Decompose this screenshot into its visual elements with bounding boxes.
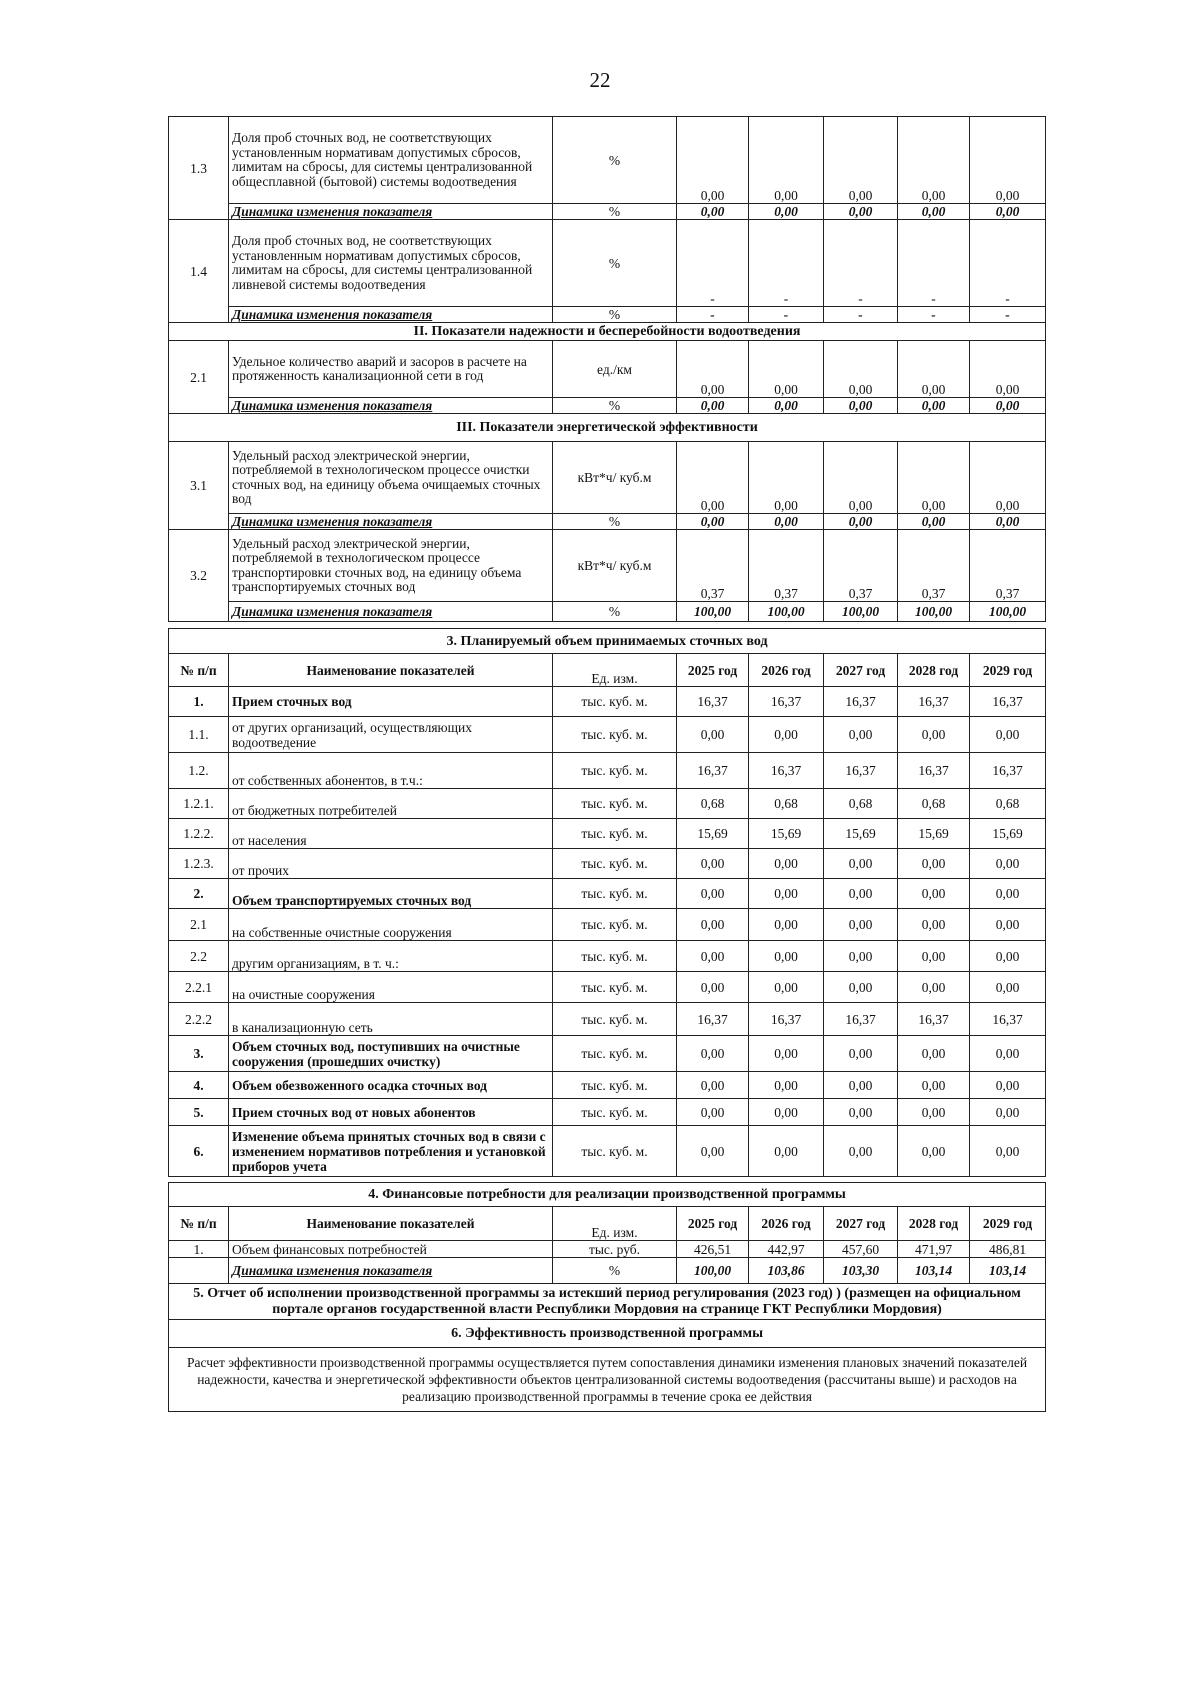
table-row (169, 654, 1046, 687)
value-cell: 16,37 (677, 753, 749, 789)
dynamics-value: 0,00 (970, 398, 1046, 414)
table-row (169, 1099, 1046, 1126)
value-cell: 0,00 (749, 1099, 824, 1126)
value-cell: 0,00 (824, 717, 898, 753)
value-cell: 0,68 (970, 789, 1046, 819)
value-cell: 0,00 (824, 849, 898, 879)
unit-cell: % (553, 602, 677, 622)
unit-cell: тыс. куб. м. (553, 1003, 677, 1036)
indicator-name: на собственные очистные сооружения (229, 909, 553, 941)
indicator-name: Изменение объема принятых сточных вод в связи с изменением нормативов потребления и установкой приборов учета (229, 1126, 553, 1177)
dynamics-value: - (677, 307, 749, 323)
value-cell: 0,00 (970, 117, 1046, 204)
row-number: 3.2 (169, 530, 229, 622)
table-row (169, 414, 1046, 442)
value-cell: 0,00 (970, 941, 1046, 972)
indicator-name: Удельный расход электрической энергии, потребляемой в технологическом процессе очистки сточных вод, на единицу объема очищаемых сточных вод (229, 442, 553, 514)
dynamics-value: 0,00 (677, 514, 749, 530)
row-number: 1.3 (169, 117, 229, 220)
dynamics-value: - (898, 307, 970, 323)
dynamics-value: 0,00 (824, 514, 898, 530)
row-number: 2. (169, 879, 229, 909)
value-cell: 0,00 (677, 1072, 749, 1099)
dynamics-value: 0,00 (677, 398, 749, 414)
dynamics-value: 100,00 (677, 602, 749, 622)
value-cell: 0,00 (898, 1072, 970, 1099)
value-cell: 16,37 (677, 1003, 749, 1036)
header-year: 2028 год (898, 654, 970, 687)
value-cell: 0,00 (824, 972, 898, 1003)
value-cell: 0,00 (824, 117, 898, 204)
unit-cell: кВт*ч/ куб.м (553, 442, 677, 514)
indicator-name: Объем транспортируемых сточных вод (229, 879, 553, 909)
table-row (169, 1072, 1046, 1099)
dynamics-value: 100,00 (824, 602, 898, 622)
unit-cell: кВт*ч/ куб.м (553, 530, 677, 602)
header-year: 2025 год (677, 654, 749, 687)
header-year: 2025 год (677, 1207, 749, 1241)
table-row (169, 753, 1046, 789)
row-number: 1. (169, 687, 229, 717)
value-cell: 0,37 (677, 530, 749, 602)
value-cell: 0,68 (824, 789, 898, 819)
value-cell: 0,37 (824, 530, 898, 602)
dynamics-label: Динамика изменения показателя (229, 602, 553, 622)
value-cell: 0,00 (677, 909, 749, 941)
value-cell: 426,51 (677, 1241, 749, 1258)
table-row (169, 117, 1046, 204)
value-cell: 16,37 (970, 1003, 1046, 1036)
header-num: № п/п (169, 1207, 229, 1241)
row-number: 2.2 (169, 941, 229, 972)
unit-cell: тыс. куб. м. (553, 909, 677, 941)
row-number: 5. (169, 1099, 229, 1126)
unit-cell: тыс. куб. м. (553, 819, 677, 849)
indicator-name: Объем финансовых потребностей (229, 1241, 553, 1258)
table-row (169, 602, 1046, 622)
value-cell: 0,00 (677, 442, 749, 514)
value-cell: 0,00 (898, 1126, 970, 1177)
value-cell: 0,00 (824, 1126, 898, 1177)
section-6-title: 6. Эффективность производственной программы (169, 1320, 1046, 1348)
value-cell: 15,69 (749, 819, 824, 849)
value-cell: 0,68 (898, 789, 970, 819)
dynamics-value: 100,00 (970, 602, 1046, 622)
row-number: 1.2. (169, 753, 229, 789)
unit-cell: тыс. куб. м. (553, 789, 677, 819)
value-cell: 0,00 (898, 1099, 970, 1126)
value-cell: 0,00 (749, 879, 824, 909)
value-cell: 0,00 (970, 879, 1046, 909)
value-cell: 0,00 (677, 941, 749, 972)
table-row (169, 1207, 1046, 1241)
table-row (169, 819, 1046, 849)
value-cell: 0,00 (749, 1036, 824, 1072)
indicator-name: от прочих (229, 849, 553, 879)
row-number: 6. (169, 1126, 229, 1177)
value-cell: 0,37 (970, 530, 1046, 602)
table-row (169, 530, 1046, 602)
dynamics-value: 103,30 (824, 1258, 898, 1284)
indicator-name: от бюджетных потребителей (229, 789, 553, 819)
dynamics-value: 100,00 (749, 602, 824, 622)
value-cell: 0,00 (970, 849, 1046, 879)
value-cell: - (898, 220, 970, 307)
planned-volume-table (168, 628, 1046, 1177)
value-cell: 16,37 (898, 687, 970, 717)
unit-cell: % (553, 117, 677, 204)
value-cell: 15,69 (898, 819, 970, 849)
value-cell: 0,68 (749, 789, 824, 819)
value-cell: 16,37 (749, 1003, 824, 1036)
section-6-text: Расчет эффективности производственной программы осуществляется путем сопоставления динамики изменения плановых значений показателей надежности, качества и энергетической эффективности объектов централизованной системы водоотведения (рассчитаны выше) и расходов на реализацию производственной программы в течение срока ее действия (169, 1348, 1046, 1412)
value-cell: 16,37 (898, 1003, 970, 1036)
row-number: 2.2.1 (169, 972, 229, 1003)
indicator-name: Доля проб сточных вод, не соответствующих установленным нормативам допустимых сбросов, лимитам на сбросы, для системы централизованной общесплавной (бытовой) системы водоотведения (229, 117, 553, 204)
table-row (169, 941, 1046, 972)
table-row (169, 629, 1046, 654)
value-cell: 16,37 (970, 687, 1046, 717)
row-number: 1. (169, 1241, 229, 1258)
row-number: 1.2.2. (169, 819, 229, 849)
indicator-name: Прием сточных вод от новых абонентов (229, 1099, 553, 1126)
value-cell: 0,00 (824, 1099, 898, 1126)
value-cell: 0,00 (677, 1099, 749, 1126)
value-cell: 0,00 (898, 717, 970, 753)
table-row (169, 972, 1046, 1003)
dynamics-label: Динамика изменения показателя (229, 1258, 553, 1284)
unit-cell: тыс. куб. м. (553, 879, 677, 909)
value-cell: 0,00 (749, 1126, 824, 1177)
dynamics-value: 0,00 (970, 204, 1046, 220)
table-row (169, 204, 1046, 220)
table-row (169, 398, 1046, 414)
table-row (169, 879, 1046, 909)
unit-cell: тыс. куб. м. (553, 941, 677, 972)
row-number: 1.1. (169, 717, 229, 753)
value-cell: 16,37 (677, 687, 749, 717)
indicator-name: в канализационную сеть (229, 1003, 553, 1036)
value-cell: 0,00 (970, 972, 1046, 1003)
unit-cell: % (553, 204, 677, 220)
table-row (169, 1183, 1046, 1207)
unit-cell: тыс. куб. м. (553, 1099, 677, 1126)
indicator-name: Удельный расход электрической энергии, потребляемой в технологическом процессе транспортировки сточных вод, на единицу объема транспортируемых сточных вод (229, 530, 553, 602)
value-cell: 15,69 (824, 819, 898, 849)
value-cell: 0,00 (677, 879, 749, 909)
planned-volume-title: 3. Планируемый объем принимаемых сточных вод (169, 629, 1046, 654)
value-cell: 0,00 (677, 341, 749, 398)
value-cell: 0,00 (824, 341, 898, 398)
table-row (169, 1126, 1046, 1177)
row-number: 2.1 (169, 909, 229, 941)
table-row (169, 341, 1046, 398)
table-row (169, 849, 1046, 879)
unit-cell: тыс. куб. м. (553, 1072, 677, 1099)
value-cell: 0,00 (677, 849, 749, 879)
unit-cell: тыс. куб. м. (553, 753, 677, 789)
value-cell: 0,00 (824, 879, 898, 909)
table-row (169, 1320, 1046, 1348)
value-cell: 0,68 (677, 789, 749, 819)
header-year: 2029 год (970, 654, 1046, 687)
dynamics-value: 103,86 (749, 1258, 824, 1284)
row-number: 1.4 (169, 220, 229, 323)
value-cell: 457,60 (824, 1241, 898, 1258)
dynamics-value: 0,00 (824, 398, 898, 414)
table-row (169, 1284, 1046, 1320)
unit-cell: % (553, 398, 677, 414)
indicators-table (168, 116, 1046, 622)
dynamics-value: - (970, 307, 1046, 323)
dynamics-value: 0,00 (970, 514, 1046, 530)
dynamics-value: 0,00 (898, 204, 970, 220)
row-number: 2.1 (169, 341, 229, 414)
value-cell: 0,00 (898, 442, 970, 514)
value-cell: - (677, 220, 749, 307)
indicator-name: Удельное количество аварий и засоров в расчете на протяженность канализационной сети в год (229, 341, 553, 398)
dynamics-label: Динамика изменения показателя (229, 398, 553, 414)
section-3-title: III. Показатели энергетической эффективности (169, 414, 1046, 442)
row-number: 4. (169, 1072, 229, 1099)
table-row (169, 909, 1046, 941)
table-row (169, 789, 1046, 819)
dynamics-value: - (824, 307, 898, 323)
dynamics-value: 0,00 (749, 204, 824, 220)
section-5-text: 5. Отчет об исполнении производственной программы за истекший период регулирования (2023 год) ) (размещен на официальном портале органов государственной власти Республики Мордовия на странице ГКТ Республики Мордовия) (169, 1284, 1046, 1320)
row-number: 1.2.1. (169, 789, 229, 819)
indicator-name: от других организаций, осуществляющих водоотведение (229, 717, 553, 753)
value-cell: 471,97 (898, 1241, 970, 1258)
unit-cell: % (553, 220, 677, 307)
value-cell: 0,00 (970, 1099, 1046, 1126)
value-cell: 0,00 (970, 442, 1046, 514)
dynamics-value: - (749, 307, 824, 323)
dynamics-value: 103,14 (898, 1258, 970, 1284)
value-cell: 0,00 (898, 117, 970, 204)
value-cell: 0,00 (824, 941, 898, 972)
value-cell: 0,00 (970, 1036, 1046, 1072)
value-cell: 16,37 (824, 1003, 898, 1036)
header-year: 2026 год (749, 1207, 824, 1241)
dynamics-value: 0,00 (749, 514, 824, 530)
dynamics-value: 0,00 (677, 204, 749, 220)
value-cell: 0,00 (749, 972, 824, 1003)
value-cell: 0,00 (677, 117, 749, 204)
indicator-name: на очистные сооружения (229, 972, 553, 1003)
indicator-name: от населения (229, 819, 553, 849)
financial-title: 4. Финансовые потребности для реализации производственной программы (169, 1183, 1046, 1207)
value-cell: - (824, 220, 898, 307)
value-cell: 15,69 (677, 819, 749, 849)
value-cell: 0,00 (898, 879, 970, 909)
value-cell: 442,97 (749, 1241, 824, 1258)
unit-cell: % (553, 514, 677, 530)
row-number: 2.2.2 (169, 1003, 229, 1036)
value-cell: 0,00 (749, 117, 824, 204)
table-row (169, 220, 1046, 307)
value-cell: - (970, 220, 1046, 307)
row-number: 3.1 (169, 442, 229, 530)
value-cell: 16,37 (749, 687, 824, 717)
header-year: 2029 год (970, 1207, 1046, 1241)
value-cell: 486,81 (970, 1241, 1046, 1258)
value-cell: 0,00 (970, 909, 1046, 941)
header-year: 2027 год (824, 1207, 898, 1241)
indicator-name: другим организациям, в т. ч.: (229, 941, 553, 972)
value-cell: 0,00 (749, 1072, 824, 1099)
header-unit: Ед. изм. (553, 654, 677, 687)
value-cell: - (749, 220, 824, 307)
header-name: Наименование показателей (229, 1207, 553, 1241)
value-cell: 0,37 (898, 530, 970, 602)
value-cell: 0,00 (824, 909, 898, 941)
value-cell: 0,00 (749, 909, 824, 941)
dynamics-value: 100,00 (677, 1258, 749, 1284)
value-cell: 0,00 (749, 717, 824, 753)
value-cell: 16,37 (749, 753, 824, 789)
table-row (169, 442, 1046, 514)
value-cell: 0,00 (898, 341, 970, 398)
table-row (169, 1003, 1046, 1036)
dynamics-value: 100,00 (898, 602, 970, 622)
dynamics-value: 0,00 (898, 514, 970, 530)
value-cell: 0,00 (749, 941, 824, 972)
header-num: № п/п (169, 654, 229, 687)
unit-cell: тыс. руб. (553, 1241, 677, 1258)
unit-cell: % (553, 307, 677, 323)
dynamics-label: Динамика изменения показателя (229, 204, 553, 220)
indicator-name: Объем сточных вод, поступивших на очистные сооружения (прошедших очистку) (229, 1036, 553, 1072)
table-row (169, 717, 1046, 753)
section-2-title: II. Показатели надежности и бесперебойности водоотведения (169, 323, 1046, 341)
header-year: 2028 год (898, 1207, 970, 1241)
dynamics-value: 0,00 (898, 398, 970, 414)
dynamics-label: Динамика изменения показателя (229, 307, 553, 323)
row-number: 1.2.3. (169, 849, 229, 879)
value-cell: 0,00 (749, 442, 824, 514)
indicator-name: Объем обезвоженного осадка сточных вод (229, 1072, 553, 1099)
table-row (169, 1258, 1046, 1284)
table-row (169, 1036, 1046, 1072)
value-cell: 16,37 (898, 753, 970, 789)
page-number: 22 (589, 68, 611, 92)
value-cell: 0,00 (749, 849, 824, 879)
value-cell: 0,00 (824, 1072, 898, 1099)
indicator-name: от собственных абонентов, в т.ч.: (229, 753, 553, 789)
value-cell: 0,00 (677, 1036, 749, 1072)
value-cell: 0,00 (970, 1126, 1046, 1177)
empty-cell (169, 1258, 229, 1284)
unit-cell: % (553, 1258, 677, 1284)
value-cell: 0,00 (824, 1036, 898, 1072)
unit-cell: тыс. куб. м. (553, 1126, 677, 1177)
unit-cell: тыс. куб. м. (553, 687, 677, 717)
header-year: 2027 год (824, 654, 898, 687)
financial-table (168, 1182, 1046, 1412)
value-cell: 0,37 (749, 530, 824, 602)
table-row (169, 687, 1046, 717)
value-cell: 16,37 (824, 753, 898, 789)
value-cell: 0,00 (898, 909, 970, 941)
header-year: 2026 год (749, 654, 824, 687)
dynamics-value: 103,14 (970, 1258, 1046, 1284)
value-cell: 0,00 (749, 341, 824, 398)
value-cell: 0,00 (970, 341, 1046, 398)
table-row (169, 1241, 1046, 1258)
header-name: Наименование показателей (229, 654, 553, 687)
value-cell: 0,00 (824, 442, 898, 514)
unit-cell: тыс. куб. м. (553, 972, 677, 1003)
table-row (169, 307, 1046, 323)
value-cell: 16,37 (970, 753, 1046, 789)
unit-cell: тыс. куб. м. (553, 717, 677, 753)
value-cell: 0,00 (898, 849, 970, 879)
unit-cell: тыс. куб. м. (553, 849, 677, 879)
value-cell: 0,00 (970, 1072, 1046, 1099)
dynamics-value: 0,00 (749, 398, 824, 414)
unit-cell: тыс. куб. м. (553, 1036, 677, 1072)
header-unit: Ед. изм. (553, 1207, 677, 1241)
value-cell: 15,69 (970, 819, 1046, 849)
dynamics-value: 0,00 (824, 204, 898, 220)
table-row (169, 323, 1046, 341)
unit-cell: ед./км (553, 341, 677, 398)
value-cell: 0,00 (970, 717, 1046, 753)
value-cell: 16,37 (824, 687, 898, 717)
indicator-name: Прием сточных вод (229, 687, 553, 717)
value-cell: 0,00 (677, 972, 749, 1003)
table-row (169, 514, 1046, 530)
value-cell: 0,00 (677, 717, 749, 753)
table-row (169, 1348, 1046, 1412)
value-cell: 0,00 (898, 1036, 970, 1072)
value-cell: 0,00 (677, 1126, 749, 1177)
value-cell: 0,00 (898, 941, 970, 972)
value-cell: 0,00 (898, 972, 970, 1003)
row-number: 3. (169, 1036, 229, 1072)
indicator-name: Доля проб сточных вод, не соответствующих установленным нормативам допустимых сбросов, лимитам на сбросы, для системы централизованной ливневой системы водоотведения (229, 220, 553, 307)
dynamics-label: Динамика изменения показателя (229, 514, 553, 530)
